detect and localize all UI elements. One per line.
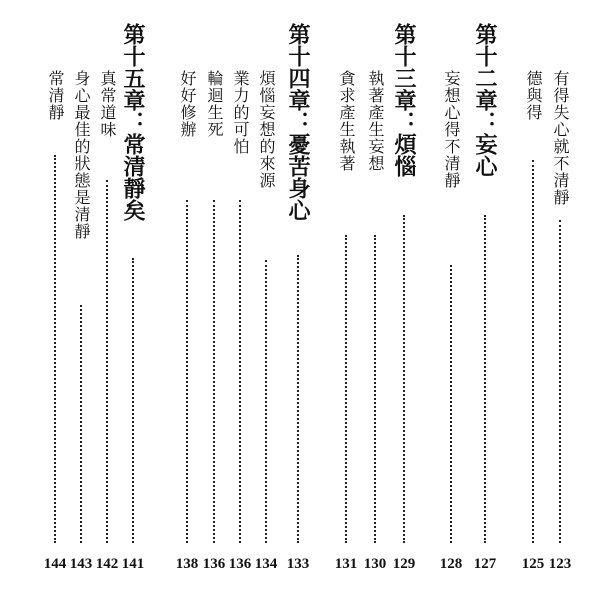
toc-entry — [436, 0, 466, 593]
dot-leader — [265, 260, 267, 543]
toc-entry — [199, 0, 229, 593]
toc-entry-title: 輪迴生死 — [205, 70, 224, 138]
dot-leader — [132, 258, 134, 543]
toc-entry — [360, 0, 390, 593]
toc-entry — [172, 0, 202, 593]
toc-chapter-title: 第十五章：常清靜矣 — [120, 23, 146, 221]
toc-entry-title: 貪求產生執著 — [337, 70, 356, 172]
toc-entry — [331, 0, 361, 593]
toc-entry-title: 妄想心得不清靜 — [442, 70, 461, 189]
toc-chapter-title: 第十三章：煩惱 — [391, 23, 417, 177]
toc-chapter-title: 第十四章：憂苦身心 — [285, 23, 311, 221]
toc-entry — [40, 0, 70, 593]
toc-entry-title: 德與得 — [524, 70, 543, 121]
dot-leader — [239, 200, 241, 543]
toc-chapter — [470, 0, 500, 593]
dot-leader — [297, 255, 299, 543]
dot-leader — [345, 235, 347, 543]
toc-page-number: 142 — [95, 556, 119, 572]
toc-page-number: 130 — [363, 556, 387, 572]
dot-leader — [80, 305, 82, 543]
toc-entry-title: 業力的可怕 — [231, 70, 250, 155]
toc-entry — [545, 0, 575, 593]
toc-page-number: 138 — [175, 556, 199, 572]
toc-page-number: 125 — [521, 556, 545, 572]
toc-entry — [66, 0, 96, 593]
toc-page-number: 144 — [43, 556, 67, 572]
toc-entry — [251, 0, 281, 593]
toc-chapter — [389, 0, 419, 593]
dot-leader — [106, 180, 108, 543]
toc-entry-title: 執著產生妄想 — [366, 70, 385, 172]
toc-page-number: 134 — [254, 556, 278, 572]
toc-entry-title: 真常道味 — [98, 70, 117, 138]
toc-entry — [225, 0, 255, 593]
toc-page-number: 143 — [69, 556, 93, 572]
toc-entry-title: 身心最佳的狀態是清靜 — [72, 70, 91, 240]
dot-leader — [559, 220, 561, 543]
dot-leader — [374, 235, 376, 543]
toc-page-number: 136 — [202, 556, 226, 572]
toc-chapter — [118, 0, 148, 593]
toc-page-number: 133 — [286, 556, 310, 572]
toc-entry-title: 好好修辦 — [178, 70, 197, 138]
toc-page-number: 141 — [121, 556, 145, 572]
toc-page-number: 129 — [392, 556, 416, 572]
toc-page-number: 136 — [228, 556, 252, 572]
dot-leader — [403, 215, 405, 543]
toc-entry-title: 常清靜 — [46, 70, 65, 121]
toc-entry — [518, 0, 548, 593]
toc-chapter-title: 第十二章：妄心 — [472, 23, 498, 177]
dot-leader — [450, 265, 452, 543]
toc-page-number: 128 — [439, 556, 463, 572]
dot-leader — [54, 155, 56, 543]
toc-page-number: 123 — [548, 556, 572, 572]
toc-page-number: 131 — [334, 556, 358, 572]
dot-leader — [213, 200, 215, 543]
dot-leader — [186, 200, 188, 543]
toc-entry-title: 有得失心就不清靜 — [551, 70, 570, 206]
toc-chapter — [283, 0, 313, 593]
dot-leader — [532, 160, 534, 543]
dot-leader — [484, 215, 486, 543]
toc-entry — [92, 0, 122, 593]
toc-page-number: 127 — [473, 556, 497, 572]
toc-entry-title: 煩惱妄想的來源 — [257, 70, 276, 189]
